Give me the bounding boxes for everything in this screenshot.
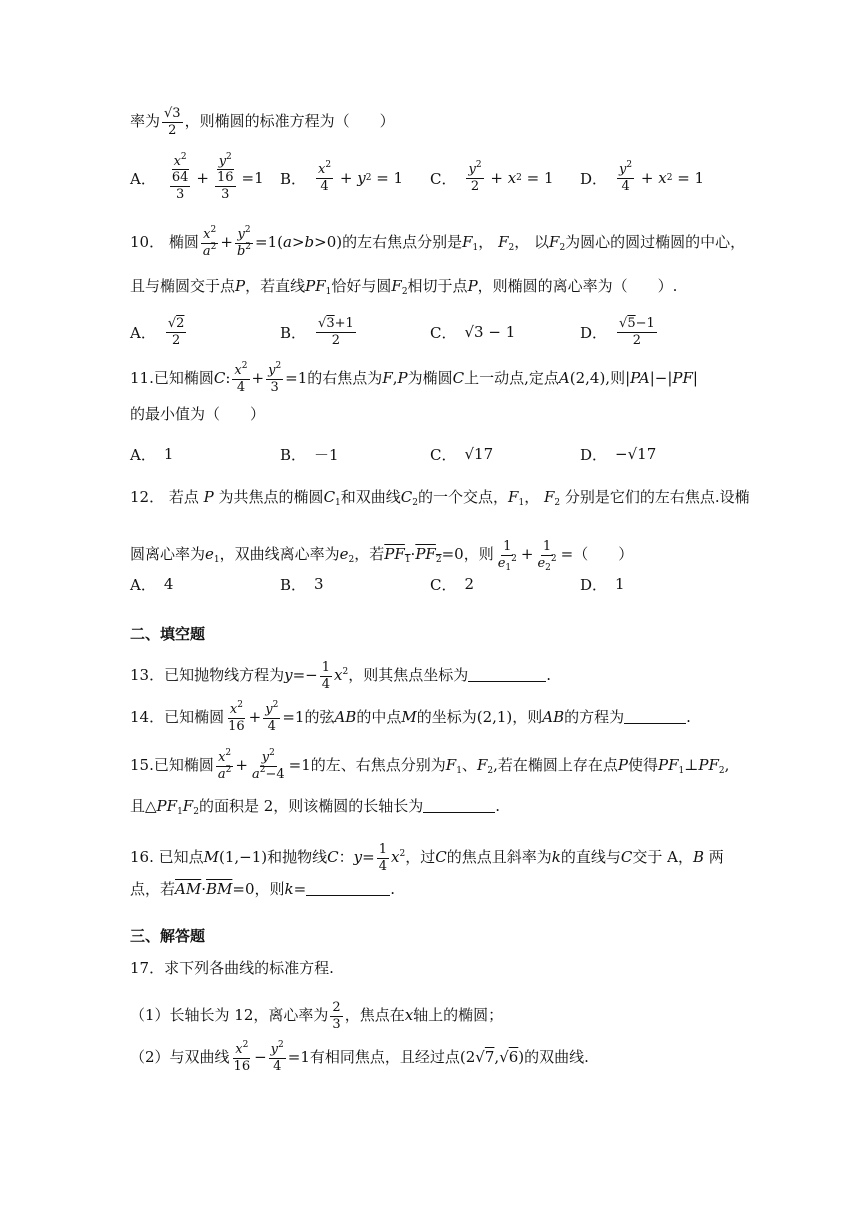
q17-part2: （2）与双曲线 $\frac{x^2}{16}$ − $\frac{y^2}{4}$ =1有相同焦点，且经过点(2√7,√6)的双曲线. [130,1040,589,1074]
q9-option-d[interactable]: D． $\frac{y^2}{4}$ + x 2 = 1 [580,159,705,194]
q16-answer-blank[interactable] [306,881,390,896]
q13-line: 13．已知抛物线方程为y=− $\frac{1}{4}$ $x^2$，则其焦点坐标为 . [130,660,552,692]
q11-option-a[interactable]: A． 1 [130,445,174,464]
q10-options [130,310,730,354]
q10-option-b[interactable]: B． $\frac{√3+1}{2}$ [280,315,354,348]
q10-option-c[interactable]: C． √3 − 1 [430,323,516,342]
q12-line2: 圆离心率为$e_1$，双曲线离心率为$e_2$，若$PF_1\cdot PF_2=0$，则 $\frac{1}{e_1^2}$ + $\frac{1}{e_2^2}$ =（ ） [130,539,634,573]
q9-option-c[interactable]: C． $\frac{y^2}{2}$ + x 2 = 1 [430,159,554,194]
q13-answer-blank[interactable] [468,667,546,682]
q9-text-pre: 率为 [130,112,161,131]
q9-text-post: ，则椭圆的标准方程为（ ） [184,112,395,131]
q9-option-a[interactable]: A． $\frac{x^2}{\frac{64}{3}}$ + $\frac{y^2}{\frac{16}{3}}$ =1 [130,151,264,202]
q10-option-d[interactable]: D． $\frac{√5-1}{2}$ [580,315,655,348]
q15-line2: 且$\triangle PF_1F_2$的面积是 2，则该椭圆的长轴长为 . [130,797,501,817]
q9-options [130,151,730,202]
q15-answer-blank[interactable] [423,798,495,813]
q10-line2: 且与椭圆交于点P，若直线$PF_1$恰好与圆$F_2$相切于点P，则椭圆的离心率为（ ）. [130,277,678,297]
q12-options [130,562,730,606]
q9-eccentricity-fraction: $\frac{√3}{2}$ [164,106,181,138]
q11-option-d[interactable]: D． −√17 [580,445,657,464]
q10-line1: 10． 椭圆 $\frac{x^2}{a^2}$ + $\frac{y^2}{b^2}$ =1(a>b>0)的左右焦点分别是$F_1$， $F_2$， 以$F_2$为圆心的圆过椭圆的中心， [130,225,746,259]
q16-line2: 点，若$\overline{AM}\cdot\overline{BM}=0$，则k= . [130,880,395,898]
q14-line: 14．已知椭圆 $\frac{x^2}{16}$ + $\frac{y^2}{4}$ =1的弦AB的中点M的坐标为(2,1)，则AB的方程为 . [130,700,691,734]
q12-line1: 12． 若点 P 为共焦点的椭圆$C_1$和双曲线$C_2$的一个交点，$F_1$， $F_2$ 分别是它们的左右焦点.设椭 [130,488,750,508]
q9-continuation [130,107,395,137]
q15-line1: 15.已知椭圆 $\frac{x^2}{a^2}$ + $\frac{y^2}{a^2-4}$ =1的左、右焦点分别为$F_1$、$F_2$,若在椭圆上存在点P使得$PF_1\perp PF_2$, [130,748,730,782]
q14-answer-blank[interactable] [624,709,686,724]
section-heading-solve: 三、解答题 [130,927,206,945]
q9-option-b[interactable]: B． $\frac{x^2}{4}$ + y 2 = 1 [280,159,404,194]
q16-line1: 16. 已知点M(1,−1)和抛物线C：y= $\frac{1}{4}$ $x^2$，过C的焦点且斜率为k的直线与C交于 A，B 两 [130,842,724,874]
q12-option-a[interactable]: A． 4 [130,575,174,594]
q17-part1: （1）长轴长为 12，离心率为 $\frac{2}{3}$ ，焦点在x轴上的椭圆； [130,1000,504,1032]
q17-stem: 17．求下列各曲线的标准方程. [130,959,334,977]
q10-option-a[interactable]: A． $\frac{√2}{2}$ [130,315,185,348]
q12-option-c[interactable]: C． 2 [430,575,475,594]
q11-line2: 的最小值为（ ） [130,405,266,423]
section-heading-fill-blank: 二、填空题 [130,625,206,643]
q11-option-c[interactable]: C． √17 [430,445,494,464]
q11-options [130,432,730,476]
q11-line1: 11.已知椭圆C: $\frac{x^2}{4}$ + $\frac{y^2}{3}$ =1的右焦点为F,P为椭圆C上一动点,定点A(2,4),则|PA|−|PF| [130,361,698,395]
q12-option-b[interactable]: B． 3 [280,575,324,594]
q11-option-b[interactable]: B． －1 [280,445,339,464]
q12-option-d[interactable]: D． 1 [580,575,625,594]
